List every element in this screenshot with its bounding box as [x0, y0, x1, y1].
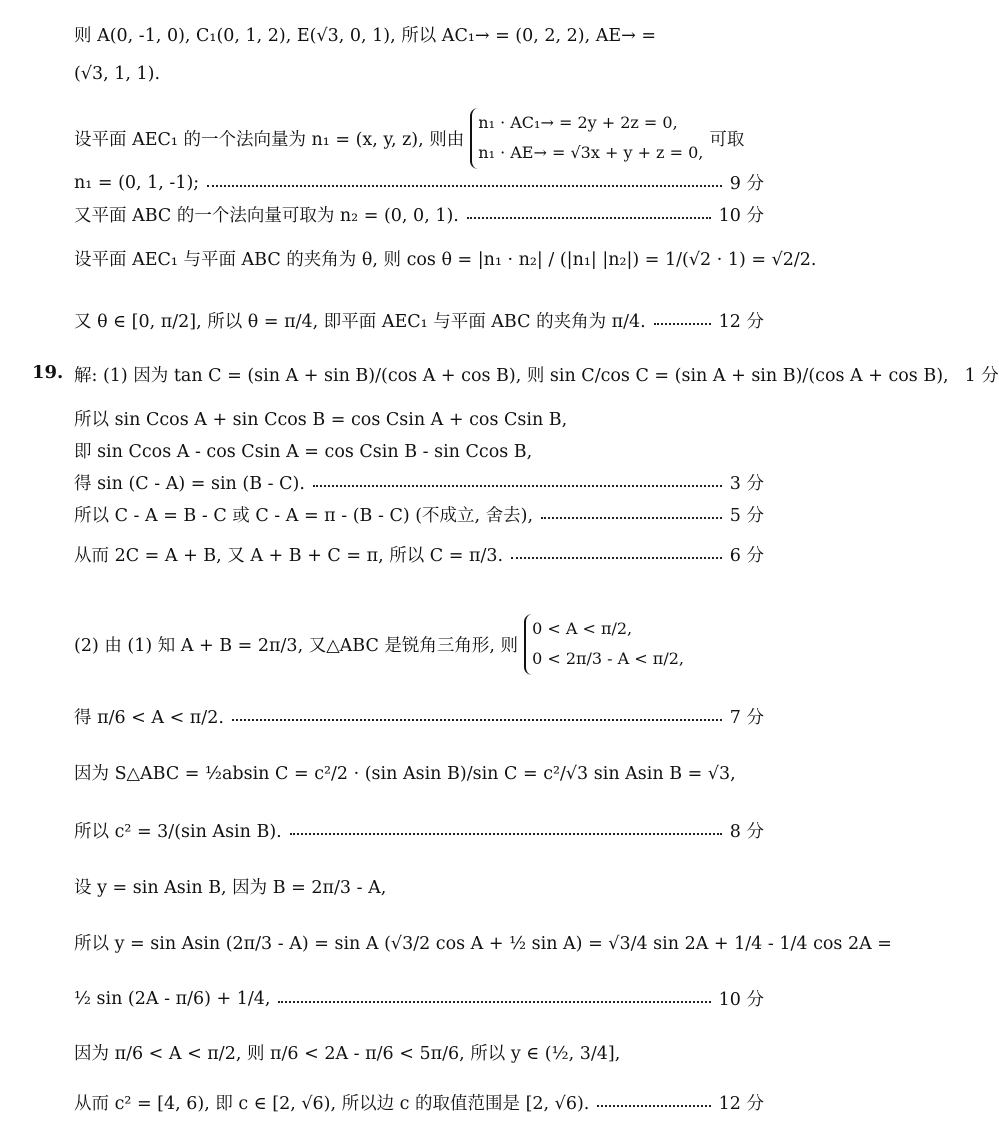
- leader-dots: [313, 485, 722, 487]
- leader-dots: [207, 185, 722, 187]
- line-text: 设 y = sin Asin B, 因为 B = 2π/3 - A,: [74, 878, 387, 898]
- score-label: 6 分: [729, 546, 764, 566]
- inequality-system: [524, 614, 684, 675]
- line-10: [74, 438, 764, 463]
- line-text: 所以 y = sin Asin (2π/3 - A) = sin A (√3/2 cos A + ½ sin A) = √3/4 sin 2A + 1/4 - 1/4 cos 2A =: [74, 934, 892, 954]
- line-19: [74, 930, 892, 955]
- leader-dots: [597, 1105, 710, 1107]
- line-22: [74, 1090, 764, 1115]
- score-label: 3 分: [729, 474, 764, 494]
- line-text: (2) 由 (1) 知 A + B = 2π/3, 又△ABC 是锐角三角形, 则: [74, 635, 519, 656]
- line-12: [74, 502, 764, 527]
- equation-system: [470, 108, 703, 169]
- leader-dots: [467, 217, 711, 219]
- line-text: 所以 sin Ccos A + sin Ccos B = cos Csin A + cos Csin B,: [74, 410, 568, 430]
- line-17: [74, 818, 764, 843]
- line-14: [74, 614, 764, 675]
- line-18: [74, 874, 764, 899]
- line-text: 从而 c² = [4, 6), 即 c ∈ [2, √6), 所以边 c 的取值范围是 [2, √6).: [74, 1094, 590, 1114]
- line-text: 从而 2C = A + B, 又 A + B + C = π, 所以 C = π/3.: [74, 546, 504, 566]
- line-text: 即 sin Ccos A - cos Csin A = cos Csin B - sin Ccos B,: [74, 442, 533, 462]
- line-15: [74, 704, 764, 729]
- line-text: 得 sin (C - A) = sin (B - C).: [74, 474, 305, 494]
- line-21: [74, 1040, 764, 1065]
- score-label: 12 分: [718, 1094, 764, 1114]
- line-text: 所以 C - A = B - C 或 C - A = π - (B - C) (不成立, 舍去),: [74, 506, 534, 526]
- score-label: 9 分: [729, 174, 764, 194]
- line-text: 因为 S△ABC = ½absin C = c²/2 · (sin Asin B)/sin C = c²/√3 sin Asin B = √3,: [74, 764, 736, 784]
- line-8: [74, 362, 999, 387]
- line-text: 得 π/6 < A < π/2.: [74, 708, 224, 728]
- line-text: 设平面 AEC₁ 与平面 ABC 的夹角为 θ, 则 cos θ = |n₁ · n₂| / (|n₁| |n₂|) = 1/(√2 · 1) = √2/2.: [74, 250, 817, 270]
- score-label: 1 分: [964, 366, 999, 386]
- leader-dots: [232, 719, 722, 721]
- inequality-row: 0 < A < π/2,: [532, 619, 633, 638]
- score-label: 7 分: [729, 708, 764, 728]
- line-text: 因为 π/6 < A < π/2, 则 π/6 < 2A - π/6 < 5π/6, 所以 y ∈ (½, 3/4],: [74, 1044, 621, 1064]
- line-text: 则 A(0, -1, 0), C₁(0, 1, 2), E(√3, 0, 1), 所以 AC₁→ = (0, 2, 2), AE→ =: [74, 26, 657, 46]
- line-text: (√3, 1, 1).: [74, 64, 161, 84]
- leader-dots: [541, 517, 722, 519]
- inequality-row: 0 < 2π/3 - A < π/2,: [532, 649, 684, 669]
- score-label: 8 分: [729, 822, 764, 842]
- line-3: [74, 108, 764, 169]
- line-7: [74, 308, 764, 333]
- leader-dots: [654, 323, 711, 325]
- line-6: [74, 246, 817, 271]
- equation-row: n₁ · AC₁→ = 2y + 2z = 0,: [478, 113, 678, 132]
- line-1: [74, 22, 764, 47]
- line-20: [74, 986, 764, 1011]
- score-label: 10 分: [718, 990, 764, 1010]
- line-11: [74, 470, 764, 495]
- line-text: ½ sin (2A - π/6) + 1/4,: [74, 988, 271, 1009]
- line-text: 设平面 AEC₁ 的一个法向量为 n₁ = (x, y, z), 则由: [74, 129, 465, 150]
- line-text: 解: (1) 因为 tan C = (sin A + sin B)/(cos A + cos B), 则 sin C/cos C = (sin A + sin B)/(cos A + cos B),: [74, 366, 949, 386]
- line-9: [74, 406, 764, 431]
- line-text: 所以 c² = 3/(sin Asin B).: [74, 822, 282, 842]
- leader-dots: [290, 833, 722, 835]
- question-number: 19.: [32, 362, 64, 383]
- leader-dots: [278, 1001, 710, 1003]
- score-label: 5 分: [729, 506, 764, 526]
- line-2: [74, 64, 764, 84]
- equation-row: n₁ · AE→ = √3x + y + z = 0,: [478, 143, 704, 163]
- line-16: [74, 760, 764, 785]
- leader-dots: [511, 557, 722, 559]
- line-text: n₁ = (0, 1, -1);: [74, 172, 200, 193]
- score-label: 10 分: [718, 206, 764, 226]
- score-label: 12 分: [718, 312, 764, 332]
- line-text: 又 θ ∈ [0, π/2], 所以 θ = π/4, 即平面 AEC₁ 与平面 ABC 的夹角为 π/4.: [74, 312, 646, 332]
- line-5: [74, 202, 764, 227]
- line-text: 又平面 ABC 的一个法向量可取为 n₂ = (0, 0, 1).: [74, 206, 459, 226]
- line-text: 可取: [709, 129, 745, 150]
- line-4: [74, 170, 764, 195]
- line-13: [74, 542, 764, 567]
